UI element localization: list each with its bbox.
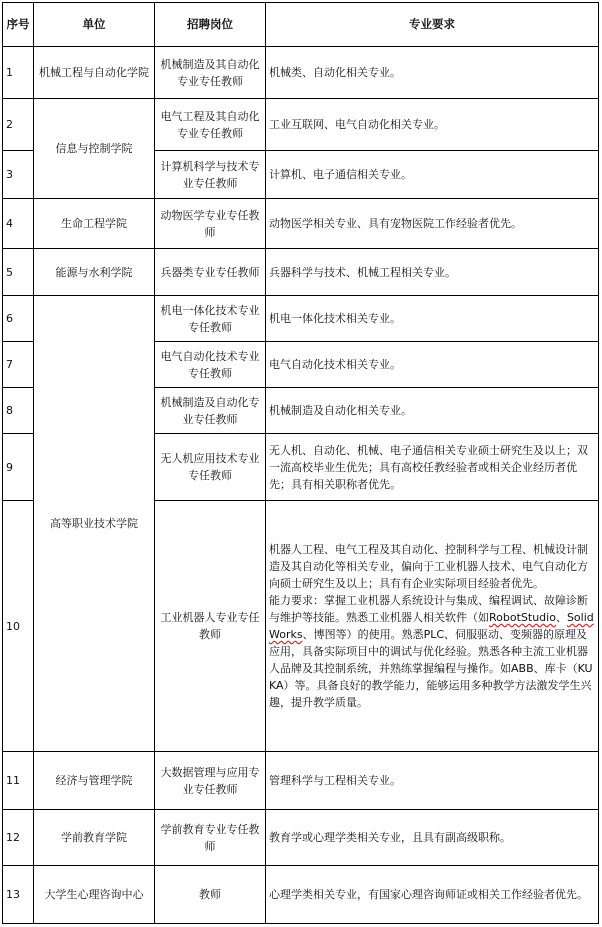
row-number: 1 <box>3 47 34 99</box>
ability-text: 、博图等）的使用。熟悉PLC、伺服驱动、变频器的原理及应用，具备实际项目中的调试与优化经验。熟悉各种主流工业机器人品牌及其控制系统，并熟练掌握编程与操作。如ABB、库卡（KUKA）等。具备良好的教学能力，能够运用多种教学方法激发学生兴趣，提升教学质量。 <box>269 628 593 709</box>
table-row <box>3 810 599 866</box>
software-name: RobotStudio <box>489 611 556 624</box>
row-number: 2 <box>3 99 34 151</box>
unit-cell: 机械工程与自动化学院 <box>34 47 155 99</box>
position-cell: 电气工程及其自动化专业专任教师 <box>155 99 266 151</box>
requirement-cell: 电气自动化技术相关专业。 <box>266 342 599 388</box>
position-cell: 教师 <box>155 866 266 924</box>
table-row <box>3 99 599 151</box>
requirement-cell: 动物医学相关专业、具有宠物医院工作经验者优先。 <box>266 199 599 249</box>
row-number: 7 <box>3 342 34 388</box>
unit-cell: 经济与管理学院 <box>34 752 155 810</box>
ability-text: 、 <box>555 611 567 624</box>
header-requirement: 专业要求 <box>266 3 599 47</box>
position-cell: 机电一体化技术专业专任教师 <box>155 296 266 342</box>
unit-cell: 生命工程学院 <box>34 199 155 249</box>
header-row <box>3 3 599 47</box>
table-row <box>3 866 599 924</box>
requirement-cell <box>266 501 599 752</box>
header-serial-number: 序号 <box>3 3 34 47</box>
requirement-cell: 无人机、自动化、机械、电子通信相关专业硕士研究生及以上；双一流高校毕业生优先；具有高校任教经验者或相关企业经历者优先；具有相关职称者优先。 <box>266 434 599 501</box>
position-cell: 大数据管理与应用专业专任教师 <box>155 752 266 810</box>
ability-requirement-paragraph <box>269 592 595 711</box>
unit-cell: 学前教育学院 <box>34 810 155 866</box>
table-row <box>3 249 599 296</box>
unit-cell: 大学生心理咨询中心 <box>34 866 155 924</box>
table-row <box>3 296 599 342</box>
position-cell: 兵器类专业专任教师 <box>155 249 266 296</box>
requirement-cell: 管理科学与工程相关专业。 <box>266 752 599 810</box>
requirement-cell: 机械制造及自动化相关专业。 <box>266 388 599 434</box>
position-cell: 机械制造及其自动化专业专任教师 <box>155 47 266 99</box>
position-cell: 电气自动化技术专业专任教师 <box>155 342 266 388</box>
row-number: 9 <box>3 434 34 501</box>
position-cell: 计算机科学与技术专业专任教师 <box>155 151 266 199</box>
row-number: 8 <box>3 388 34 434</box>
row-number: 10 <box>3 501 34 752</box>
requirement-cell: 机电一体化技术相关专业。 <box>266 296 599 342</box>
table-row <box>3 752 599 810</box>
ability-text: 能力要求：掌握工业机器人系统设计与集成、编程调试、故障诊断与维护等技能。熟悉工业机器人相关软件（如 <box>269 594 588 624</box>
position-cell: 学前教育专业专任教师 <box>155 810 266 866</box>
requirement-cell: 心理学类相关专业，有国家心理咨询师证或相关工作经验者优先。 <box>266 866 599 924</box>
row-number: 4 <box>3 199 34 249</box>
requirement-cell: 机械类、自动化相关专业。 <box>266 47 599 99</box>
header-position: 招聘岗位 <box>155 3 266 47</box>
header-unit: 单位 <box>34 3 155 47</box>
requirement-cell: 教育学或心理学类相关专业，且具有副高级职称。 <box>266 810 599 866</box>
row-number: 6 <box>3 296 34 342</box>
row-number: 5 <box>3 249 34 296</box>
software-name: SolidWorks <box>269 611 594 641</box>
requirement-paragraph: 机器人工程、电气工程及其自动化、控制科学与工程、机械设计制造及其自动化等相关专业，偏向于工业机器人技术、电气自动化方向硕士研究生及以上；具有有企业实际项目经验者优先。 <box>269 543 588 590</box>
row-number: 11 <box>3 752 34 810</box>
position-cell: 动物医学专业专任教师 <box>155 199 266 249</box>
position-cell: 机械制造及自动化专业专任教师 <box>155 388 266 434</box>
unit-cell: 高等职业技术学院 <box>34 296 155 752</box>
recruitment-table <box>2 2 599 924</box>
row-number: 12 <box>3 810 34 866</box>
unit-cell: 信息与控制学院 <box>34 99 155 199</box>
position-cell: 无人机应用技术专业专任教师 <box>155 434 266 501</box>
row-number: 13 <box>3 866 34 924</box>
table-row <box>3 47 599 99</box>
position-cell: 工业机器人专业专任教师 <box>155 501 266 752</box>
row-number: 3 <box>3 151 34 199</box>
requirement-cell: 兵器科学与技术、机械工程相关专业。 <box>266 249 599 296</box>
requirement-cell: 工业互联网、电气自动化相关专业。 <box>266 99 599 151</box>
unit-cell: 能源与水利学院 <box>34 249 155 296</box>
table-row <box>3 199 599 249</box>
requirement-cell: 计算机、电子通信相关专业。 <box>266 151 599 199</box>
